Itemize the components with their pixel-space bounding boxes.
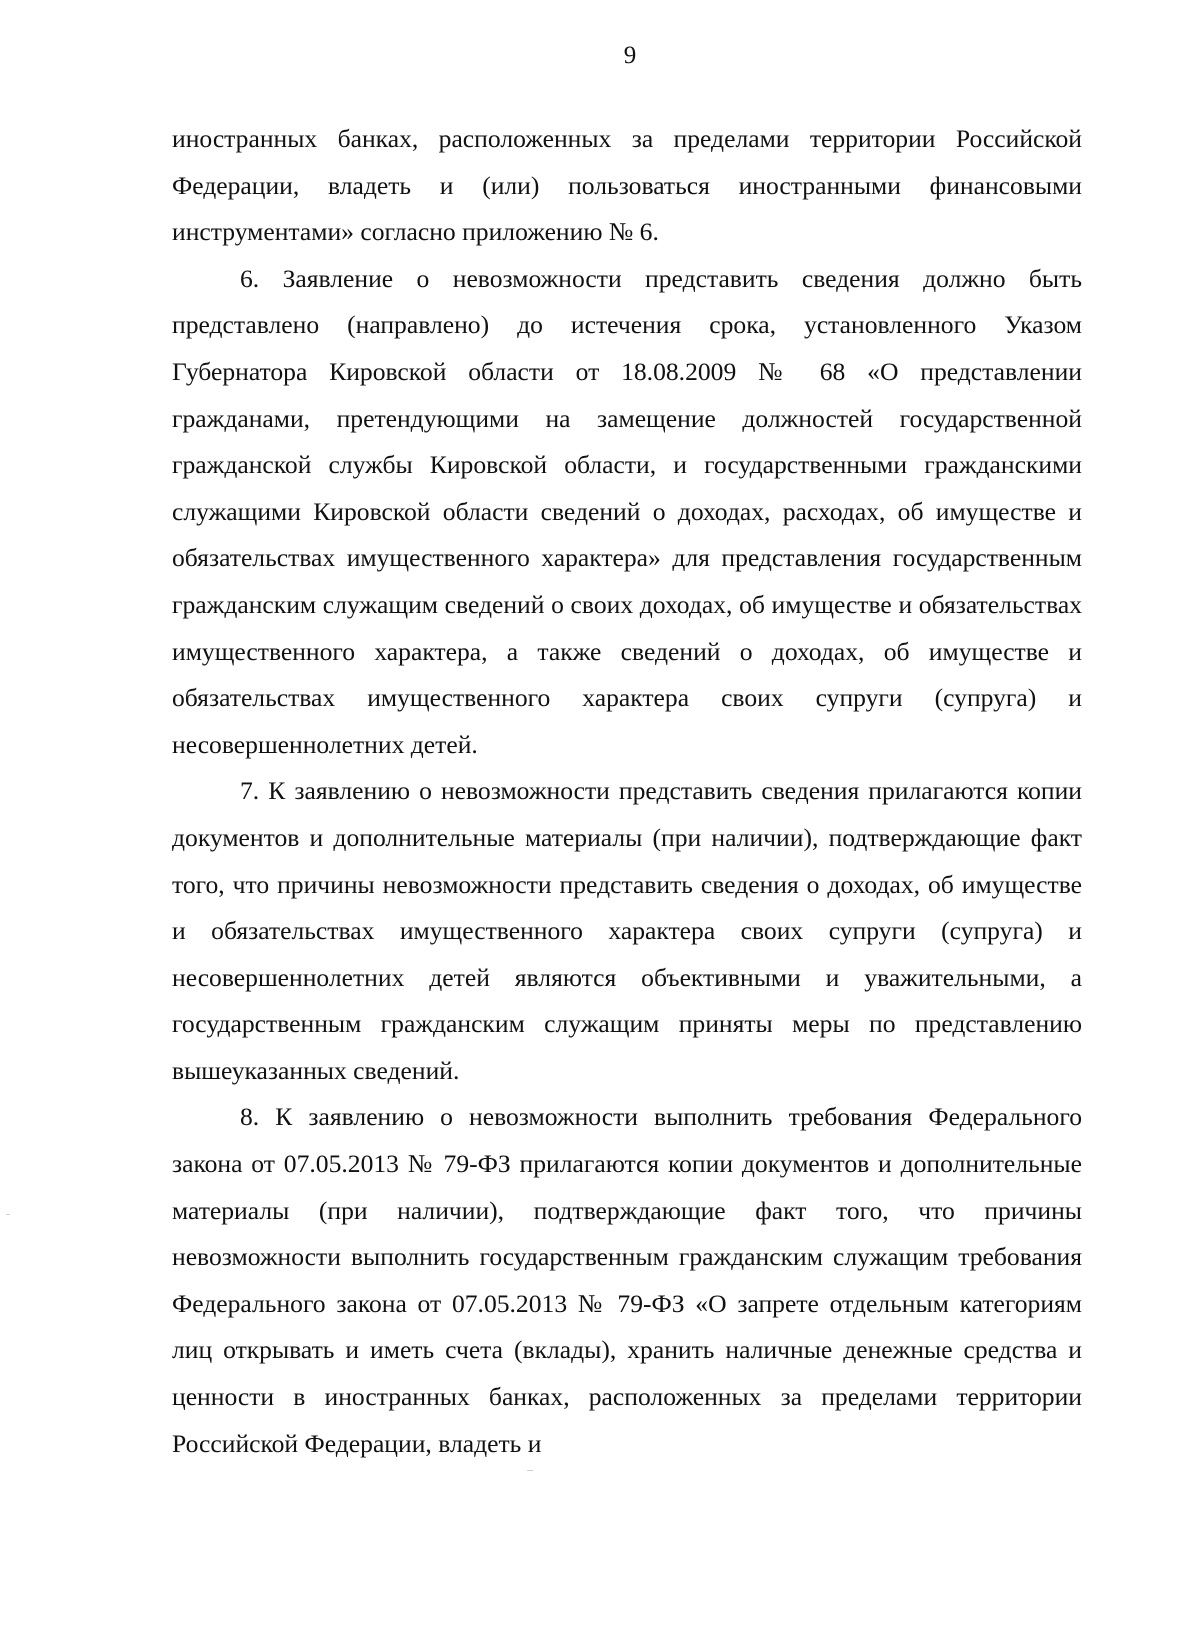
page-number: 9: [623, 42, 637, 69]
paragraph-item-6: 6. Заявление о невозможности представить сведения должно быть представлено (направлено) до истечения срока, установленного Указом Губернатора Кировской области от 18.08.2009 № 68 «О представлении гражданами, претендующими на замещение должностей государственной гражданской службы Кировской области, и государственными гражданскими служащими Кировской области сведений о доходах, расходах, об имуществе и обязательствах имущественного характера» для представления государственным гражданским служащим сведений о своих доходах, об имуществе и обязательствах имущественного характера, а также сведений о доходах, об имуществе и обязательствах имущественного характера своих супруги (супруга) и несовершеннолетних детей.: [172, 263, 1082, 759]
paragraph-continuation: иностранных банках, расположенных за пределами территории Российской Федерации, владеть и (или) пользоваться иностранными финансовыми инструментами» согласно приложению № 6.: [172, 124, 1082, 247]
document-body: [172, 116, 1082, 1467]
paragraph-item-8: 8. К заявлению о невозможности выполнить требования Федерального закона от 07.05.2013 № 79-ФЗ прилагаются копии документов и дополнительные материалы (при наличии), подтверждающие факт того, что причины невозможности выполнить государственным гражданским служащим требования Федерального закона от 07.05.2013 № 79-ФЗ «О запрете отдельным категориям лиц открывать и иметь счета (вклады), хранить наличные денежные средства и ценности в иностранных банках, расположенных за пределами территории Российской Федерации, владеть и: [172, 1102, 1082, 1458]
scan-speck: [527, 1470, 533, 1471]
scan-speck: [6, 1214, 10, 1215]
paragraph-item-7: 7. К заявлению о невозможности представить сведения прилагаются копии документов и дополнительные материалы (при наличии), подтверждающие факт того, что причины невозможности представить сведения о доходах, об имуществе и обязательствах имущественного характера своих супруги (супруга) и несовершеннолетних детей являются объективными и уважительными, а государственным гражданским служащим приняты меры по представлению вышеуказанных сведений.: [172, 776, 1082, 1085]
